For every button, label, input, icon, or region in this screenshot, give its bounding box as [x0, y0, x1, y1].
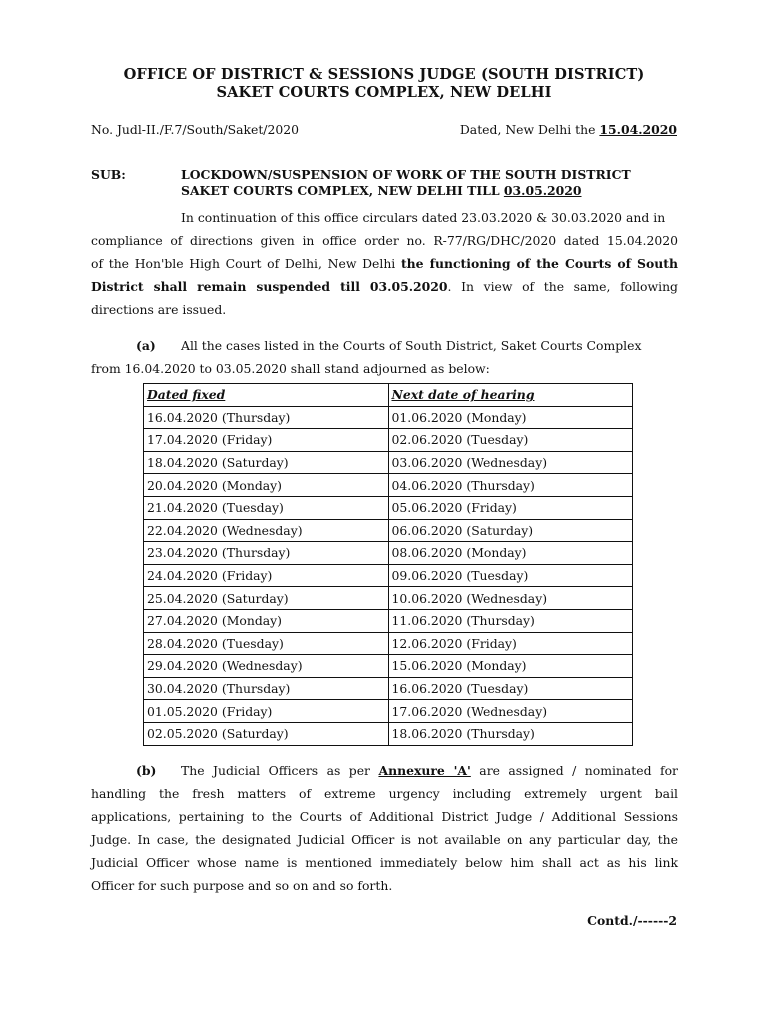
next-date-cell: 17.06.2020 (Wednesday) — [388, 700, 633, 723]
dated-fixed-cell: 30.04.2020 (Thursday) — [144, 677, 389, 700]
next-date-cell: 04.06.2020 (Thursday) — [388, 474, 633, 497]
dated-fixed-cell: 24.04.2020 (Friday) — [144, 564, 389, 587]
annexure-a-reference: Annexure 'A' — [378, 763, 471, 778]
table-row — [144, 700, 633, 723]
next-date-cell: 11.06.2020 (Thursday) — [388, 609, 633, 632]
circular-date: 15.04.2020 — [599, 122, 677, 137]
dated-fixed-cell: 17.04.2020 (Friday) — [144, 429, 389, 452]
dated-prefix: Dated, New Delhi the — [459, 122, 600, 137]
office-title: OFFICE OF DISTRICT & SESSIONS JUDGE (SOUTH DISTRICT) — [123, 66, 645, 83]
paragraph-b-line-1-post: are assigned / nominated for — [470, 763, 678, 778]
dated-fixed-cell: 25.04.2020 (Saturday) — [144, 587, 389, 610]
dated-fixed-cell: 27.04.2020 (Monday) — [144, 609, 389, 632]
suspension-date: 03.05.2020 — [503, 183, 582, 198]
table-row — [144, 587, 633, 610]
dated-fixed-cell: 16.04.2020 (Thursday) — [144, 406, 389, 429]
next-date-cell: 01.06.2020 (Monday) — [388, 406, 633, 429]
intro-line-3 — [91, 252, 678, 275]
paragraph-a-text: All the cases listed in the Courts of South District, Saket Courts Complex — [181, 338, 642, 353]
next-date-cell: 18.06.2020 (Thursday) — [388, 722, 633, 745]
table-row — [144, 564, 633, 587]
paragraph-b-line-1-pre: The Judicial Officers as per — [181, 763, 379, 778]
next-date-cell: 12.06.2020 (Friday) — [388, 632, 633, 655]
dated-fixed-cell: 02.05.2020 (Saturday) — [144, 722, 389, 745]
column-header-next-date: Next date of hearing — [388, 384, 633, 407]
intro-line-5: directions are issued. — [91, 302, 227, 317]
paragraph-b-line-4: Judge. In case, the designated Judicial Officer is not available on any particular day, the — [91, 832, 678, 847]
next-date-cell: 08.06.2020 (Monday) — [388, 542, 633, 565]
paragraph-b-line-1 — [91, 759, 678, 782]
intro-line-2: compliance of directions given in office order no. R-77/RG/DHC/2020 dated 15.04.2020 — [91, 233, 678, 248]
paragraph-b — [91, 759, 678, 897]
column-header-dated-fixed: Dated fixed — [144, 384, 389, 407]
subject-text — [181, 167, 681, 199]
dated-fixed-cell: 18.04.2020 (Saturday) — [144, 451, 389, 474]
office-address: SAKET COURTS COMPLEX, NEW DELHI — [216, 84, 552, 101]
table-row — [144, 496, 633, 519]
next-date-cell: 10.06.2020 (Wednesday) — [388, 587, 633, 610]
table-row — [144, 406, 633, 429]
reference-number: No. Judl-II./F.7/South/Saket/2020 — [91, 122, 300, 137]
next-date-cell: 06.06.2020 (Saturday) — [388, 519, 633, 542]
next-date-cell: 02.06.2020 (Tuesday) — [388, 429, 633, 452]
table-row — [144, 632, 633, 655]
dated-fixed-cell: 22.04.2020 (Wednesday) — [144, 519, 389, 542]
intro-paragraph — [91, 206, 678, 321]
table-row — [144, 474, 633, 497]
next-date-cell: 15.06.2020 (Monday) — [388, 655, 633, 678]
dated-fixed-cell: 23.04.2020 (Thursday) — [144, 542, 389, 565]
table-row — [144, 655, 633, 678]
paragraph-b-line-6: Officer for such purpose and so on and so forth. — [91, 878, 393, 893]
next-date-cell: 16.06.2020 (Tuesday) — [388, 677, 633, 700]
paragraph-a — [91, 334, 678, 380]
next-date-cell: 09.06.2020 (Tuesday) — [388, 564, 633, 587]
table-row — [144, 609, 633, 632]
next-date-cell: 05.06.2020 (Friday) — [388, 496, 633, 519]
paragraph-a-line-1 — [91, 334, 678, 357]
table-row — [144, 677, 633, 700]
dated-fixed-cell: 28.04.2020 (Tuesday) — [144, 632, 389, 655]
subject-label: SUB: — [91, 167, 126, 182]
paragraph-b-line-3: applications, pertaining to the Courts of Additional District Judge / Additional Sessions — [91, 809, 678, 824]
continued-marker: Contd./------2 — [587, 913, 677, 928]
table-header-row — [144, 384, 633, 407]
paragraph-b-line-2: handling the fresh matters of extreme urgency including extremely urgent bail — [91, 786, 678, 801]
intro-line-1: In continuation of this office circulars dated 23.03.2020 & 30.03.2020 and in — [181, 210, 666, 225]
subject-line-2-prefix: SAKET COURTS COMPLEX, NEW DELHI TILL — [181, 183, 504, 198]
paragraph-b-line-5: Judicial Officer whose name is mentioned immediately below him shall act as his link — [91, 855, 678, 870]
dated-fixed-cell: 29.04.2020 (Wednesday) — [144, 655, 389, 678]
next-date-cell: 03.06.2020 (Wednesday) — [388, 451, 633, 474]
reference-date-line — [460, 122, 677, 137]
paragraph-a-line-2: from 16.04.2020 to 03.05.2020 shall stand adjourned as below: — [91, 361, 490, 376]
table-row — [144, 519, 633, 542]
subject-line-2 — [181, 183, 681, 199]
subject-line-1: LOCKDOWN/SUSPENSION OF WORK OF THE SOUTH DISTRICT — [181, 167, 631, 182]
adjournment-schedule-table — [143, 383, 633, 746]
paragraph-b-marker: (b) — [136, 763, 157, 778]
table-row — [144, 542, 633, 565]
paragraph-a-marker: (a) — [136, 338, 156, 353]
dated-fixed-cell: 01.05.2020 (Friday) — [144, 700, 389, 723]
intro-line-4-bold: District shall remain suspended till 03.05.2020 — [91, 279, 448, 294]
intro-line-3-plain: of the Hon'ble High Court of Delhi, New Delhi — [91, 256, 401, 271]
table-row — [144, 722, 633, 745]
table-row — [144, 451, 633, 474]
dated-fixed-cell: 21.04.2020 (Tuesday) — [144, 496, 389, 519]
table-row — [144, 429, 633, 452]
intro-line-4 — [91, 275, 678, 298]
dated-fixed-cell: 20.04.2020 (Monday) — [144, 474, 389, 497]
intro-line-3-bold: the functioning of the Courts of South — [400, 256, 678, 271]
intro-line-4-plain: . In view of the same, following — [447, 279, 678, 294]
